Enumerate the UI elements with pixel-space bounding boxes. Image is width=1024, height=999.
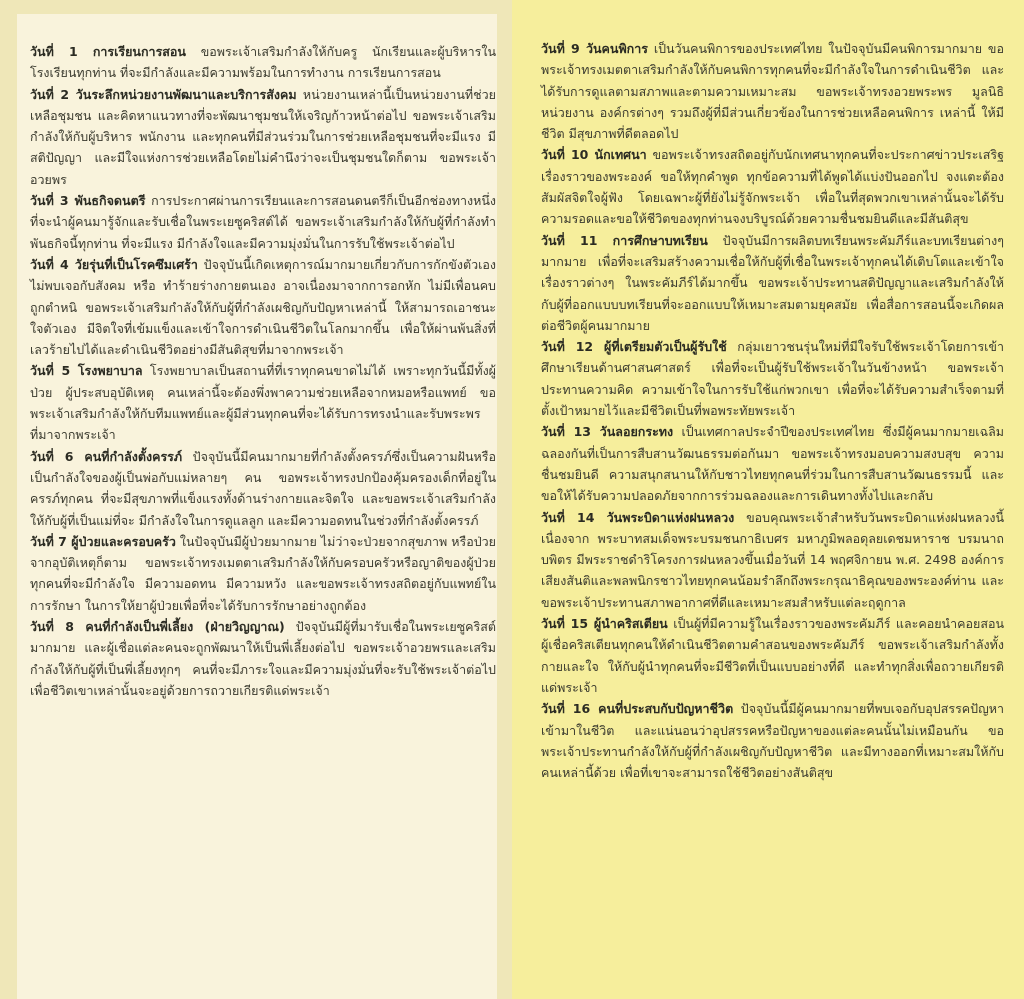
prayer-text: ปัจจุบันนี้มีผู้คนมากมายที่พบเจอกับอุปสรรคปัญหาเข้ามาในชีวิต และแน่นอนว่าอุปสรรคหรือปัญหาของแต่ละคนนั้นไม่เหมือนกัน ขอพระเจ้าประทานกำลังให้กับผู้ที่กำลังเผชิญกับปัญหาชีวิต และมีทางออกที่เหมาะสมให้กับคนเหล่านี้ด้วย เพื่อที่เขาจะสามารถใช้ชีวิตอย่างสันติสุข [541, 701, 1004, 781]
prayer-entry [541, 421, 1004, 506]
prayer-column-left [30, 41, 496, 701]
prayer-text: เป็นเทศกาลประจำปีของประเทศไทย ซึ่งมีผู้คนมากมายเฉลิมฉลองกันที่เป็นการสืบสานวัฒนธรรมต่อกันมา ขอพระเจ้าทรงมอบความสงบสุข ความชื่นชมยินดี ความสนุกสนานให้กับชาวไทยทุกคนที่ร่วมในการสืบสานวัฒนธรรมนี้ และขอให้ได้รับความปลอดภัยจากการร่วมฉลองและการเดินทางทั้งไปและกลับ [541, 424, 1004, 504]
prayer-text: ขอพระเจ้าเสริมกำลังให้กับครู นักเรียนและผู้บริหารในโรงเรียนทุกท่าน ที่จะมีกำลังและมีความพร้อมในการทำงาน การเรียนการสอน [30, 44, 496, 81]
prayer-entry [541, 144, 1004, 229]
prayer-text: เป็นผู้ที่มีความรู้ในเรื่องราวของพระคัมภีร์ และคอยนำคอยสอนผู้เชื่อคริสเตียนทุกคนให้ดำเนินชีวิตตามคำสอนของพระคัมภีร์ ขอพระเจ้าเสริมกำลังทั้งกายและใจ ให้กับผู้นำทุกคนที่จะมีชีวิตที่เป็นแบบอย่างที่ดี และทำทุกสิ่งเพื่อถวายเกียรติแด่พระเจ้า [541, 616, 1004, 695]
day-heading: วันที่ 15 ผู้นำคริสเตียน [541, 616, 668, 632]
prayer-entry [541, 38, 1004, 144]
prayer-entry [30, 254, 496, 360]
prayer-entry [541, 230, 1004, 336]
prayer-text: การประกาศผ่านการเรียนและการสอนดนตรีก็เป็นอีกช่องทางหนึ่งที่จะนำผู้คนมารู้จักและรับเชื่อในพระเยซูคริสต์ได้ ขอพระเจ้าเสริมกำลังให้กับผู้ที่กำลังทำพันธกิจนี้ทุกท่าน ที่จะมีแรง มีกำลังใจและมีความมุ่งมั่นในการรับใช้พระเจ้าต่อไป [30, 193, 496, 251]
prayer-column-right [541, 38, 1004, 783]
day-heading: วันที่ 3 พันธกิจดนตรี [30, 193, 146, 209]
prayer-text: ขอพระเจ้าทรงสถิตอยู่กับนักเทศนาทุกคนที่จะประกาศข่าวประเสริฐเรื่องราวของพระองค์ ขอให้ทุกคำพูด ทุกข้อความที่ได้พูดได้แบ่งปันออกไป จงแตะต้องสัมผัสจิตใจผู้ฟัง โดยเฉพาะผู้ที่ยังไม่รู้จักพระเจ้า เพื่อในที่สุดพวกเขาเหล่านั้นจะได้รับความรอดและขอให้ชีวิตของทุกท่านจงบริบูรณ์ด้วยความชื่นชมยินดีและมีสันติสุข [541, 147, 1004, 227]
prayer-entry [541, 698, 1004, 783]
day-heading: วันที่ 13 วันลอยกระทง [541, 424, 674, 440]
day-heading: วันที่ 6 คนที่กำลังตั้งครรภ์ [30, 448, 183, 464]
prayer-entry [30, 190, 496, 254]
day-heading: วันที่ 2 วันระลึกหน่วยงานพัฒนาและบริการสังคม [30, 86, 297, 102]
day-heading: วันที่ 14 วันพระบิดาแห่งฝนหลวง [541, 509, 735, 525]
prayer-text: เป็นวันคนพิการของประเทศไทย ในปัจจุบันมีคนพิการมากมาย ขอพระเจ้าทรงเมตตาเสริมกำลังให้กับคนพิการทุกคนที่จะมีกำลังใจในการดำเนินชีวิต และได้รับการดูแลตามสภาพและตามความเหมาะสม ขอพระเจ้าทรงอวยพระพร มูลนิธิ หน่วยงาน องค์กรต่างๆ รวมถึงผู้ที่มีส่วนเกี่ยวข้องในการช่วยเหลือคนพิการ เหล่านี้ ให้มีชีวิต มีสุขภาพที่ดีตลอดไป [541, 41, 1004, 142]
prayer-text: ขอบคุณพระเจ้าสำหรับวันพระบิดาแห่งฝนหลวงนี้เนื่องจาก พระบาทสมเด็จพระบรมชนกาธิเบศร มหาภูมิพลอดุลยเดชมหาราช บรมนาถบพิตร มีพระราชดำริโครงการฝนหลวงขึ้นเมื่อวันที่ 14 พฤศจิกายน พ.ศ. 2498 องค์การเสียงสันติและพลพนิกรชาวไทยทุกคนน้อมรำลึกถึงพระกรุณาธิคุณของพระองค์ท่าน และขอพระเจ้าประทานสภาพอากาศที่ดีและเหมาะสมสำหรับแต่ละฤดูกาล [541, 509, 1004, 610]
day-heading: วันที่ 10 นักเทศนา [541, 147, 647, 163]
prayer-text: ในปัจจุบันมีผู้ป่วยมากมาย ไม่ว่าจะป่วยจากสุขภาพ หรือป่วยจากอุบัติเหตุก็ตาม ขอพระเจ้าทรงเมตตาเสริมกำลังให้กับครอบครัวหรือญาติของผู้ป่วยทุกคนที่จะมีกำลังใจ มีความอดทน มีความหวัง และขอพระเจ้าทรงสถิตอยู่กับแพทย์ในการรักษา ในการให้ยาผู้ป่วยเพื่อที่จะได้รับการรักษาอย่างถูกต้อง [30, 533, 496, 613]
prayer-entry [30, 41, 496, 84]
day-heading: วันที่ 9 วันคนพิการ [541, 41, 648, 56]
prayer-text: โรงพยาบาลเป็นสถานที่ที่เราทุกคนขาดไม่ได้ เพราะทุกวันนี้มีทั้งผู้ป่วย ผู้ประสบอุบัติเหตุ คนเหล่านี้จะต้องพึ่งพาความช่วยเหลือจากหมอหรือแพทย์ ขอพระเจ้าเสริมกำลังให้กับทีมแพทย์และผู้มีส่วนทุกคนที่จะได้รับการทรงนำและรับพระพรที่มาจากพระเจ้า [30, 363, 496, 443]
prayer-text: ปัจจุบันมีการผลิตบทเรียนพระคัมภีร์และบทเรียนต่างๆ มากมาย เพื่อที่จะเสริมสร้างความเชื่อให้กับผู้ที่เชื่อในพระเจ้าทุกคนได้เติบโตและเข้าใจเรื่องราวต่างๆ ในพระคัมภีร์ได้มากขึ้น ขอพระเจ้าประทานสติปัญญาและเสริมกำลังให้กับผู้ที่ออกแบบบทเรียนที่จะออกแบบให้เหมาะสมตามยุคสมัย เพื่อสื่อการสอนนี้จะเกิดผลต่อชีวิตผู้คนมากมาย [541, 232, 1004, 333]
prayer-entry [541, 613, 1004, 698]
prayer-entry [30, 616, 496, 701]
prayer-entry [541, 336, 1004, 421]
prayer-text: กลุ่มเยาวชนรุ่นใหม่ที่มีใจรับใช้พระเจ้าโดยการเข้าศึกษาเรียนด้านศาสนศาสตร์ เพื่อที่จะเป็นผู้รับใช้พระเจ้าในวันข้างหน้า ขอพระเจ้าประทานความคิด ความเข้าใจในการรับใช้แก่พวกเขา เพื่อที่จะได้รับความสำเร็จตามที่ตั้งเป้าหมายไว้และมีชีวิตเป็นที่พอพระทัยพระเจ้า [541, 339, 1004, 419]
prayer-text: ปัจจุบันนี้เกิดเหตุการณ์มากมายเกี่ยวกับการกักขังตัวเองไม่พบเจอกับสังคม หรือ ทำร้ายร่างกายตนเอง อาจเนื่องมาจากการอกหัก ไม่มีเพื่อนคบ ถูกตำหนิ ขอพระเจ้าเสริมกำลังให้กับผู้ที่กำลังเผชิญกับปัญหาเหล่านี้ ให้สามารถเอาชนะใจตัวเอง มีจิตใจที่เข้มแข็งและเข้าใจการดำเนินชีวิตในโลกมากขึ้น เพื่อให้ผ่านพ้นสิ่งที่เลวร้ายไปได้และดำเนินชีวิตอย่างมีสันติสุขที่มาจากพระเจ้า [30, 256, 496, 358]
prayer-entry [541, 507, 1004, 613]
prayer-entry [30, 84, 496, 190]
prayer-text: หน่วยงานเหล่านี้เป็นหน่วยงานที่ช่วยเหลือชุมชน และคิดหาแนวทางที่จะพัฒนาชุมชนให้เจริญก้าวหน้าต่อไป ขอพระเจ้าเสริมกำลังให้กับผู้บริหาร พนักงาน และทุกคนที่มีส่วนร่วมในการช่วยเหลือชุมชนที่จะมีแรง มีสติปัญญา และมีใจแห่งการช่วยเหลือโดยไม่คำนึงว่าจะเป็นชุมชนใดก็ตาม ขอพระเจ้าอวยพร [30, 86, 496, 187]
day-heading: วันที่ 16 คนที่ประสบกับปัญหาชีวิต [541, 701, 734, 717]
day-heading: วันที่ 12 ผู้ที่เตรียมตัวเป็นผู้รับใช้ [541, 339, 727, 355]
prayer-entry [30, 446, 496, 531]
day-heading: วันที่ 7 ผู้ป่วยและครอบครัว [30, 533, 176, 549]
day-heading: วันที่ 5 โรงพยาบาล [30, 363, 143, 379]
day-heading: วันที่ 8 คนที่กำลังเป็นพี่เลี้ยง (ฝ่ายวิญญาณ) [30, 619, 285, 635]
prayer-entry [30, 531, 496, 616]
prayer-entry [30, 360, 496, 445]
day-heading: วันที่ 11 การศึกษาบทเรียน [541, 232, 708, 248]
day-heading: วันที่ 4 วัยรุ่นที่เป็นโรคซึมเศร้า [30, 256, 198, 272]
day-heading: วันที่ 1 การเรียนการสอน [30, 44, 186, 59]
prayer-text: ปัจจุบันมีผู้ที่มารับเชื่อในพระเยซูคริสต์มากมาย และผู้เชื่อแต่ละคนจะถูกพัฒนาให้เป็นพี่เลี้ยงต่อไป ขอพระเจ้าอวยพรและเสริมกำลังให้กับผู้ที่เป็นพี่เลี้ยงทุกๆ คนที่จะมีภาระใจและมีความมุ่งมั่นที่จะรับใช้พระเจ้าต่อไป เพื่อชีวิตเขาเหล่านั้นจะอยู่ด้วยการถวายเกียรติแด่พระเจ้า [30, 619, 496, 698]
prayer-text: ปัจจุบันนี้มีคนมากมายที่กำลังตั้งครรภ์ซึ่งเป็นความฝันหรือเป็นกำลังใจของผู้เป็นพ่อกับแม่หลายๆ คน ขอพระเจ้าทรงปกป้องคุ้มครองเด็กที่อยู่ในครรภ์ทุกคน ที่จะมีสุขภาพที่แข็งแรงทั้งด้านร่างกายและจิตใจ และขอพระเจ้าเสริมกำลังให้กับผู้ที่เป็นแม่ที่จะ มีกำลังใจในการดูแลลูก และมีความอดทนในช่วงที่กำลังตั้งครรภ์ [30, 448, 496, 528]
